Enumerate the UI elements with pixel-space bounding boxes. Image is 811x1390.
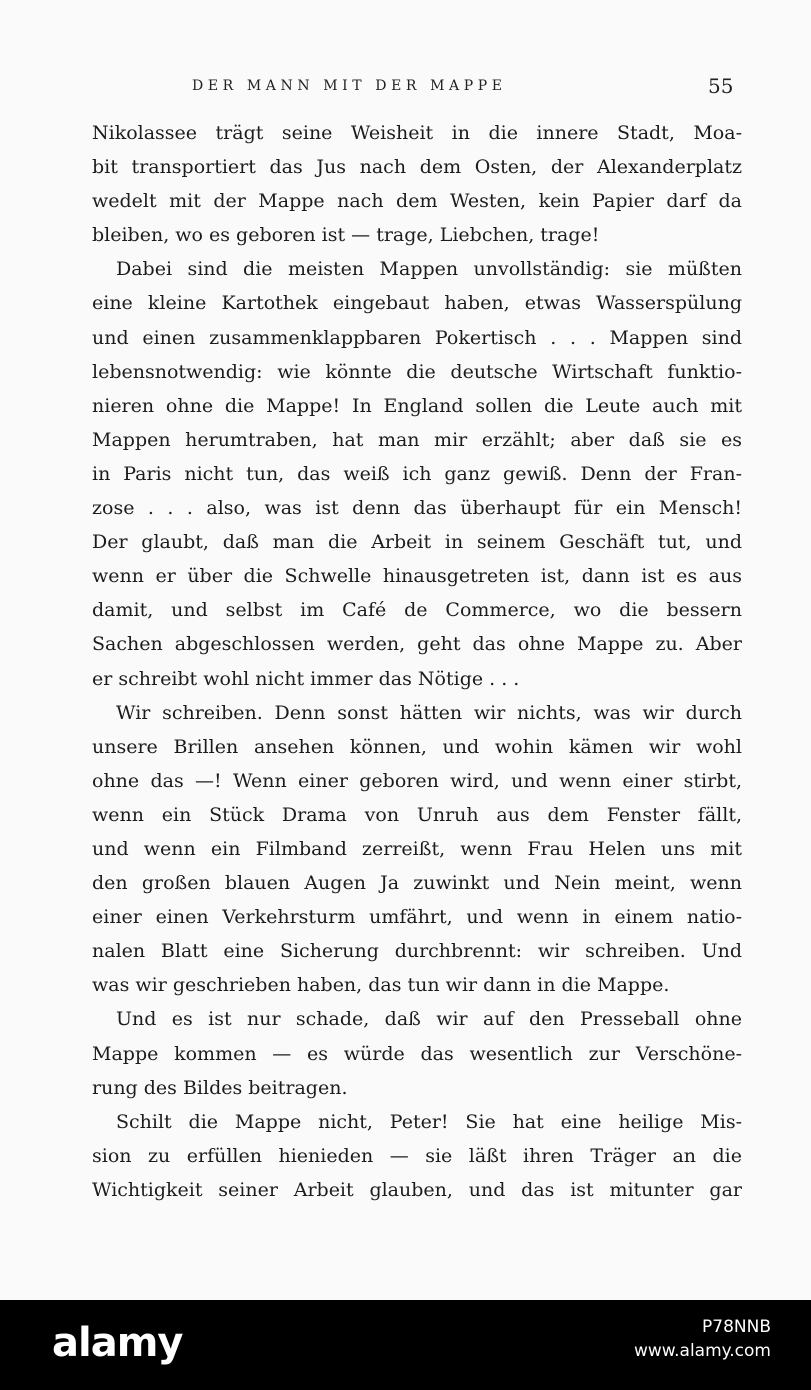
text-line: eine kleine Kartothek eingebaut haben, etwas Wasserspülung [92, 292, 742, 315]
text-line: Der glaubt, daß man die Arbeit in seinem Geschäft tut, und [92, 531, 742, 554]
text-line: Schilt die Mappe nicht, Peter! Sie hat eine heilige Mis- [116, 1110, 742, 1133]
text-line: Mappe kommen — es würde das wesentlich zur Verschöne- [92, 1042, 742, 1065]
text-line: rung des Bildes beitragen. [92, 1076, 348, 1099]
text-line: und wenn ein Filmband zerreißt, wenn Frau Helen uns mit [92, 837, 742, 860]
image-id-block [634, 1316, 771, 1364]
text-line: in Paris nicht tun, das weiß ich ganz gewiß. Denn der Fran- [92, 462, 742, 485]
text-line: was wir geschrieben haben, das tun wir dann in die Mappe. [92, 974, 670, 997]
text-line: wenn ein Stück Drama von Unruh aus dem Fenster fällt, [92, 803, 742, 826]
body-text [92, 116, 742, 1207]
text-line: wedelt mit der Mappe nach dem Westen, kein Papier darf da [92, 190, 742, 213]
text-line: Mappen herumtraben, hat man mir erzählt; aber daß sie es [92, 428, 742, 451]
text-line: Wichtigkeit seiner Arbeit glauben, und das ist mitunter gar [92, 1178, 742, 1201]
text-line: sion zu erfüllen hienieden — sie läßt ihren Träger an die [92, 1144, 742, 1167]
text-line: Und es ist nur schade, daß wir auf den Presseball ohne [116, 1008, 742, 1031]
text-line: und einen zusammenklappbaren Pokertisch . . . Mappen sind [92, 326, 742, 349]
text-line: Sachen abgeschlossen werden, geht das ohne Mappe zu. Aber [92, 633, 742, 656]
text-line: Nikolassee trägt seine Weisheit in die innere Stadt, Moa- [92, 122, 742, 144]
text-line: lebensnotwendig: wie könnte die deutsche Wirtschaft funktio- [92, 360, 742, 383]
text-line: Dabei sind die meisten Mappen unvollständig: sie müßten [116, 258, 742, 281]
watermark-footer [0, 1300, 811, 1390]
text-line: bleiben, wo es geboren ist — trage, Liebchen, trage! [92, 224, 600, 247]
running-head [0, 74, 811, 104]
text-line: bit transportiert das Jus nach dem Osten, der Alexanderplatz [92, 156, 742, 179]
text-line: er schreibt wohl nicht immer das Nötige . . . [92, 667, 520, 690]
text-line: damit, und selbst im Café de Commerce, wo die bessern [92, 599, 742, 622]
text-line: zose . . . also, was ist denn das überhaupt für ein Mensch! [92, 497, 742, 520]
text-line: unsere Brillen ansehen können, und wohin kämen wir wohl [92, 735, 742, 758]
text-line: einer einen Verkehrsturm umfährt, und wenn in einem natio- [92, 906, 742, 929]
text-line: nalen Blatt eine Sicherung durchbrennt: wir schreiben. Und [92, 940, 742, 963]
site-url: www.alamy.com [633, 1341, 771, 1361]
text-line: den großen blauen Augen Ja zuwinkt und Nein meint, wenn [92, 872, 742, 895]
text-line: nieren ohne die Mappe! In England sollen die Leute auch mit [92, 394, 742, 417]
image-code: P78NNB [702, 1317, 771, 1337]
text-line: Wir schreiben. Denn sonst hätten wir nichts, was wir durch [116, 701, 742, 724]
page-number: 55 [708, 74, 734, 98]
brand-logo: alamy [52, 1320, 183, 1366]
text-line: ohne das —! Wenn einer geboren wird, und wenn einer stirbt, [92, 769, 742, 792]
text-line: wenn er über die Schwelle hinausgetreten ist, dann ist es aus [92, 565, 742, 588]
running-title: DER MANN MIT DER MAPPE [192, 78, 507, 94]
